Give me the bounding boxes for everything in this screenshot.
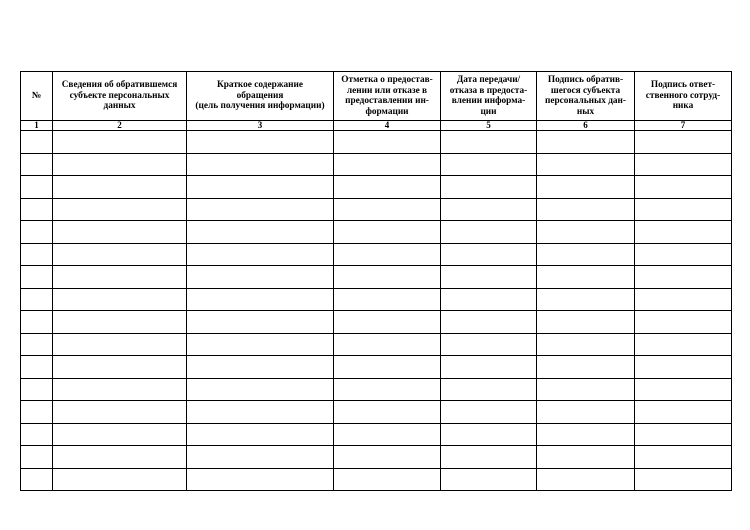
- table-cell: [441, 131, 537, 154]
- table-cell: [537, 243, 635, 266]
- table-cell: [334, 423, 441, 446]
- table-cell: [187, 198, 334, 221]
- table-cell: [187, 243, 334, 266]
- table-cell: [537, 153, 635, 176]
- table-cell: [187, 153, 334, 176]
- table-cell: [334, 311, 441, 334]
- table-cell: [441, 221, 537, 244]
- table-cell: [441, 176, 537, 199]
- table-cell: [187, 446, 334, 469]
- table-cell: [441, 401, 537, 424]
- table-cell: [53, 356, 187, 379]
- table-cell: [53, 153, 187, 176]
- table-cell: [334, 468, 441, 491]
- table-cell: [21, 153, 53, 176]
- table-cell: [187, 266, 334, 289]
- table-row: [21, 221, 732, 244]
- table-cell: [21, 311, 53, 334]
- table-cell: [53, 266, 187, 289]
- table-cell: [334, 176, 441, 199]
- header-subject-info: Сведения об обратившемся субъекте персональных данных: [53, 72, 187, 121]
- table-cell: [334, 356, 441, 379]
- table-cell: [53, 468, 187, 491]
- table-cell: [187, 468, 334, 491]
- table-cell: [53, 446, 187, 469]
- table-cell: [334, 198, 441, 221]
- column-number-row: [21, 121, 732, 131]
- column-number: 4: [334, 121, 441, 131]
- table-cell: [53, 198, 187, 221]
- table-cell: [635, 446, 732, 469]
- table-cell: [21, 288, 53, 311]
- table-row: [21, 288, 732, 311]
- table-cell: [21, 401, 53, 424]
- table-cell: [334, 401, 441, 424]
- table-cell: [635, 468, 732, 491]
- table-cell: [334, 153, 441, 176]
- table-row: [21, 423, 732, 446]
- table-cell: [441, 468, 537, 491]
- table-cell: [187, 131, 334, 154]
- table-cell: [334, 266, 441, 289]
- column-number: 2: [53, 121, 187, 131]
- table-cell: [635, 401, 732, 424]
- header-employee-signature: Подпись ответ- ственного сотруд- ника: [635, 72, 732, 121]
- table-row: [21, 176, 732, 199]
- table-cell: [334, 131, 441, 154]
- table-cell: [187, 333, 334, 356]
- table-cell: [635, 311, 732, 334]
- table-cell: [21, 378, 53, 401]
- table-cell: [187, 176, 334, 199]
- table-cell: [441, 446, 537, 469]
- header-number: №: [21, 72, 53, 121]
- table-cell: [21, 333, 53, 356]
- table-cell: [53, 221, 187, 244]
- table-cell: [441, 266, 537, 289]
- table-cell: [635, 288, 732, 311]
- table-cell: [53, 243, 187, 266]
- table-cell: [635, 243, 732, 266]
- header-transfer-date: Дата передачи/ отказа в предоста- влении информа- ции: [441, 72, 537, 121]
- table-cell: [21, 356, 53, 379]
- table-cell: [635, 153, 732, 176]
- table-cell: [537, 311, 635, 334]
- header-row: [21, 72, 732, 121]
- table-cell: [537, 198, 635, 221]
- table-cell: [21, 446, 53, 469]
- table-cell: [53, 311, 187, 334]
- header-provision-mark: Отметка о предостав- лении или отказе в предоставлении ин- формации: [334, 72, 441, 121]
- table-row: [21, 131, 732, 154]
- table-cell: [53, 423, 187, 446]
- table-cell: [187, 423, 334, 446]
- table-cell: [635, 423, 732, 446]
- table-cell: [537, 131, 635, 154]
- table-cell: [334, 221, 441, 244]
- header-subject-signature: Подпись обратив- шегося субъекта персональных дан- ных: [537, 72, 635, 121]
- table-row: [21, 468, 732, 491]
- table-cell: [21, 176, 53, 199]
- table-row: [21, 333, 732, 356]
- table-cell: [441, 356, 537, 379]
- table-cell: [441, 423, 537, 446]
- table-cell: [441, 378, 537, 401]
- table-cell: [537, 468, 635, 491]
- table-cell: [53, 401, 187, 424]
- table-cell: [53, 131, 187, 154]
- table-cell: [635, 176, 732, 199]
- table-cell: [537, 221, 635, 244]
- table-cell: [441, 243, 537, 266]
- table-row: [21, 356, 732, 379]
- column-number: 5: [441, 121, 537, 131]
- table-cell: [441, 153, 537, 176]
- table-cell: [334, 446, 441, 469]
- table-cell: [187, 356, 334, 379]
- table-cell: [334, 243, 441, 266]
- table-cell: [334, 288, 441, 311]
- table-cell: [635, 333, 732, 356]
- table-cell: [635, 131, 732, 154]
- table-cell: [53, 176, 187, 199]
- table-cell: [537, 333, 635, 356]
- column-number: 7: [635, 121, 732, 131]
- table-cell: [537, 378, 635, 401]
- table-row: [21, 311, 732, 334]
- table-cell: [537, 446, 635, 469]
- table-cell: [537, 423, 635, 446]
- table-cell: [21, 221, 53, 244]
- table-cell: [53, 378, 187, 401]
- table-cell: [635, 378, 732, 401]
- table-row: [21, 446, 732, 469]
- table-cell: [187, 221, 334, 244]
- header-request-summary: Краткое содержание обращения (цель получения информации): [187, 72, 334, 121]
- table-cell: [441, 198, 537, 221]
- table-cell: [635, 198, 732, 221]
- table-row: [21, 401, 732, 424]
- table-cell: [53, 333, 187, 356]
- table-cell: [187, 401, 334, 424]
- table-cell: [441, 288, 537, 311]
- table-row: [21, 198, 732, 221]
- table-cell: [537, 356, 635, 379]
- table-cell: [187, 378, 334, 401]
- table-cell: [187, 311, 334, 334]
- table-cell: [635, 356, 732, 379]
- table-cell: [334, 333, 441, 356]
- register-table: [20, 71, 732, 491]
- table-cell: [21, 131, 53, 154]
- column-number: 1: [21, 121, 53, 131]
- table-cell: [441, 311, 537, 334]
- table-cell: [537, 288, 635, 311]
- column-number: 3: [187, 121, 334, 131]
- table-cell: [21, 243, 53, 266]
- table-cell: [537, 176, 635, 199]
- table-cell: [53, 288, 187, 311]
- table-row: [21, 266, 732, 289]
- register-body: [21, 131, 732, 491]
- table-cell: [21, 198, 53, 221]
- table-cell: [635, 221, 732, 244]
- table-row: [21, 243, 732, 266]
- table-cell: [537, 266, 635, 289]
- table-row: [21, 153, 732, 176]
- table-cell: [334, 378, 441, 401]
- table-cell: [537, 401, 635, 424]
- table-cell: [441, 333, 537, 356]
- table-cell: [187, 288, 334, 311]
- table-cell: [635, 266, 732, 289]
- table-cell: [21, 423, 53, 446]
- table-cell: [21, 266, 53, 289]
- table-row: [21, 378, 732, 401]
- column-number: 6: [537, 121, 635, 131]
- table-cell: [21, 468, 53, 491]
